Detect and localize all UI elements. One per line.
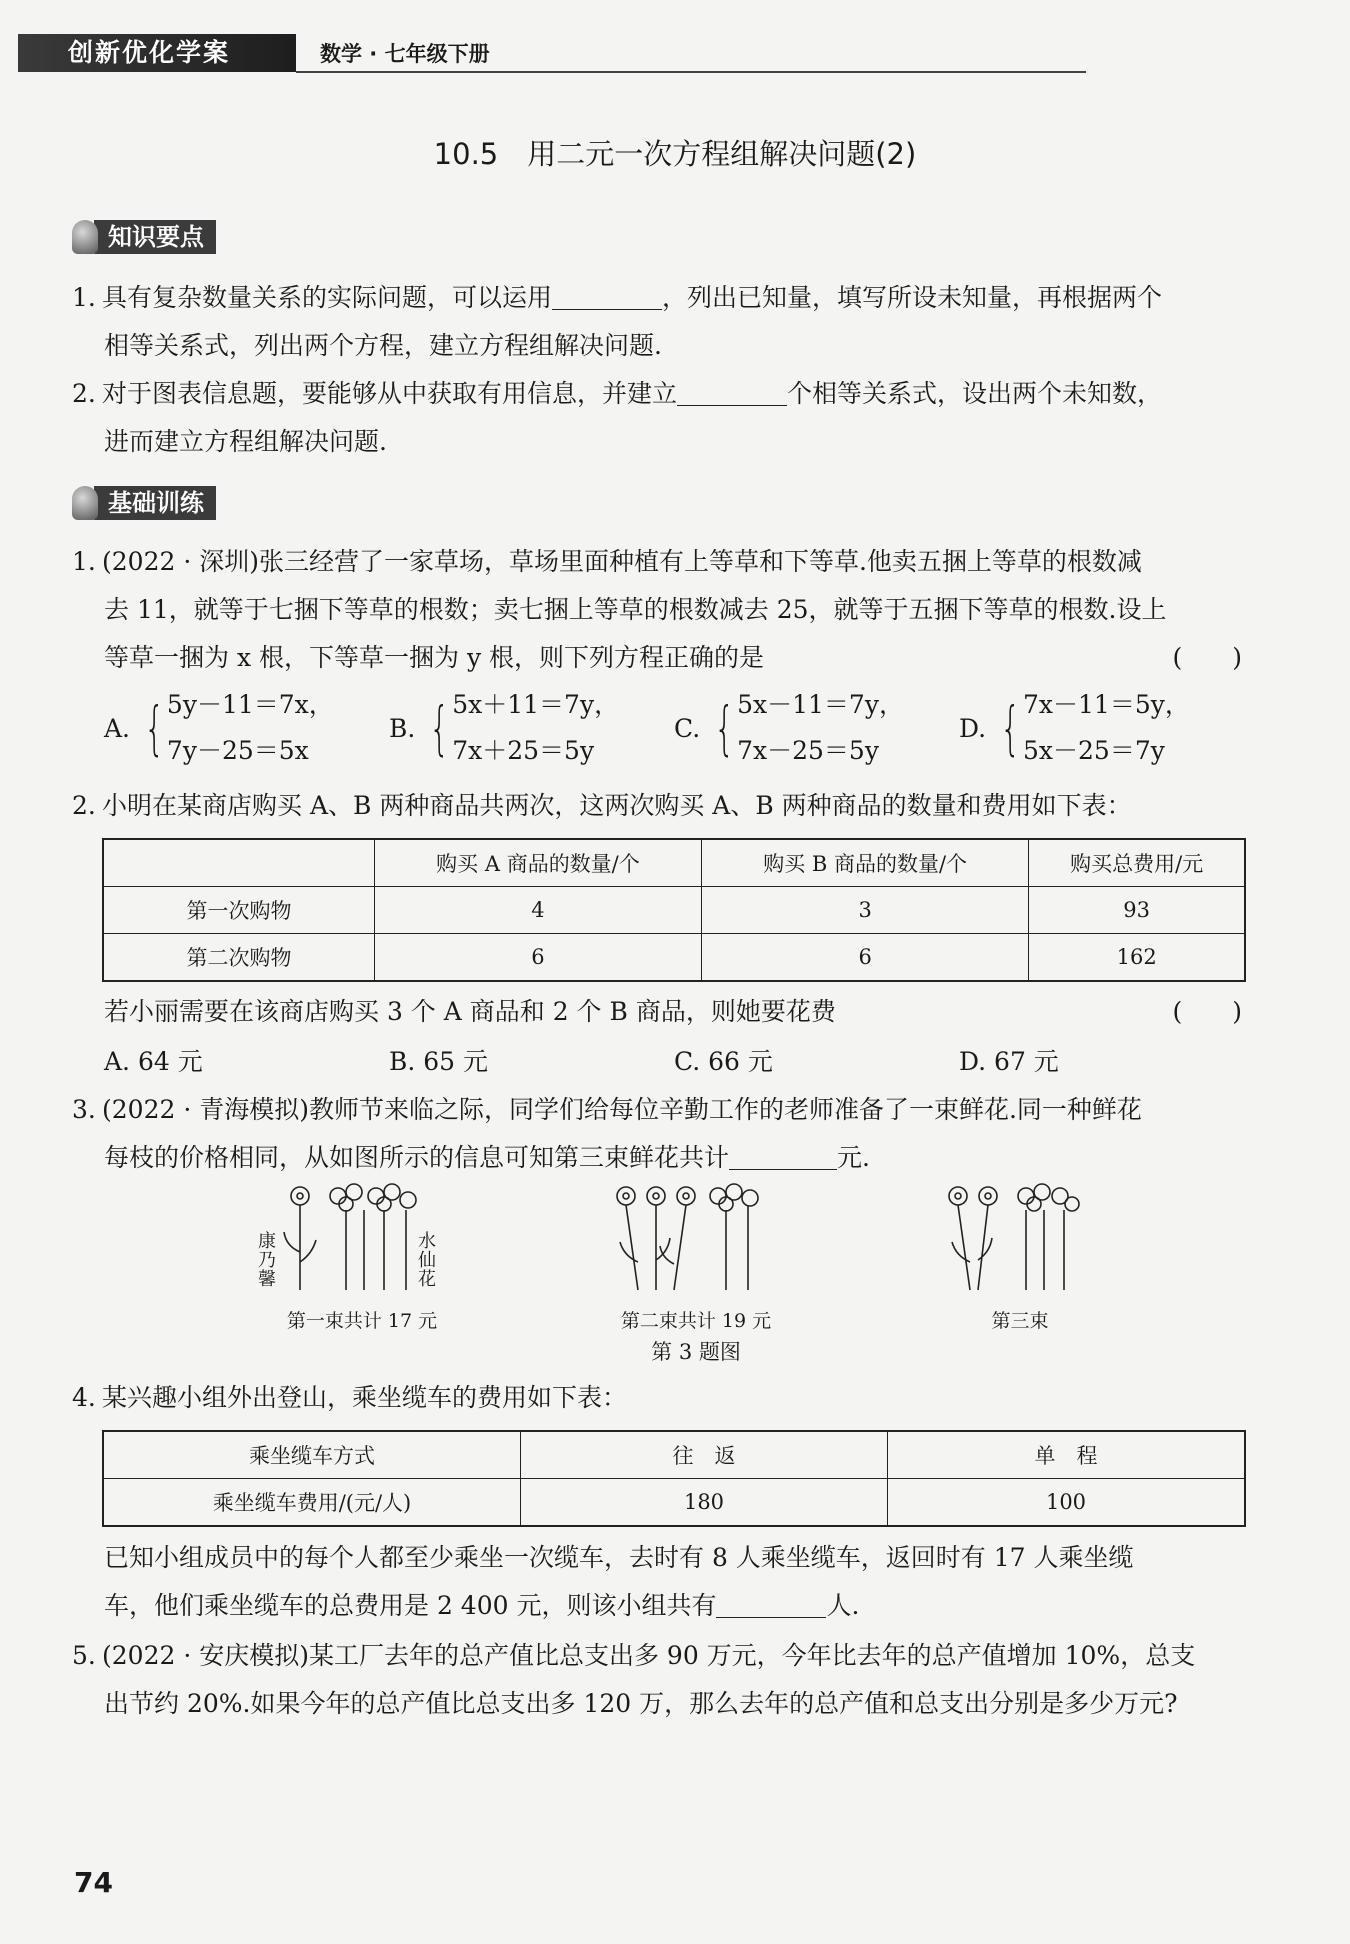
question-4-body: 已知小组成员中的每个人都至少乘坐一次缆车，去时有 8 人乘坐缆车，返回时有 17 人乘坐缆 车，他们乘坐缆车的总费用是 2 400 元，则该小组共有 人. bbox=[104, 1543, 1134, 1620]
question-2-prompt: 若小丽需要在该商店购买 3 个 A 商品和 2 个 B 商品，则她要花费 ( ) bbox=[72, 988, 1242, 1036]
option-c[interactable]: C. 66 元 bbox=[674, 1047, 773, 1076]
header-rule bbox=[296, 71, 1086, 73]
option-a[interactable]: A. { 5y－11＝7x， 7y－25＝5x bbox=[104, 690, 334, 765]
page-header bbox=[18, 34, 1318, 72]
table-header-row: 购买 A 商品的数量/个 购买 B 商品的数量/个 购买总费用/元 bbox=[103, 839, 1245, 887]
bouquet-1-illustration bbox=[280, 1182, 430, 1292]
narcissus-label: 水仙花 bbox=[418, 1231, 436, 1290]
table-row: 第一次购物 4 3 93 bbox=[103, 887, 1245, 934]
option-c[interactable]: C. { 5x－11＝7y， 7x－25＝5y bbox=[674, 690, 904, 765]
lightbulb-icon bbox=[72, 220, 98, 254]
question-1: 1. (2022 · 深圳)张三经营了一家草场，草场里面种植有上等草和下等草.他卖五捆上等草的根数减 去 11，就等于七捆下等草的根数；卖七捆上等草的根数减去 25，就等于五捆下等草的根数.设上 等草一捆为 x 根，下等草一捆为 y 根，则下列方程正确的是 ( ) bbox=[72, 538, 1242, 682]
question-4: 4. 某兴趣小组外出登山，乘坐缆车的费用如下表： bbox=[72, 1383, 628, 1412]
knowledge-item-1: 1. 具有复杂数量关系的实际问题，可以运用 ，列出已知量，填写所设未知量，再根据两个 相等关系式，列出两个方程，建立方程组解决问题. bbox=[72, 283, 1163, 360]
question-1-options bbox=[104, 682, 1244, 774]
table-row: 乘坐缆车费用/(元/人) 180 100 bbox=[103, 1479, 1245, 1527]
table-row: 第二次购物 6 6 162 bbox=[103, 934, 1245, 982]
question-5: 5. (2022 · 安庆模拟)某工厂去年的总产值比总支出多 90 万元，今年比去年的总产值增加 10%，总支 出节约 20%.如果今年的总产值比总支出多 120 万，那么去年的总产值和总支出分别是多少万元? bbox=[72, 1641, 1196, 1718]
answer-blank[interactable] bbox=[729, 1143, 837, 1170]
figure-caption: 第 3 题图 bbox=[651, 1340, 741, 1364]
table-header-row: 乘坐缆车方式 往 返 单 程 bbox=[103, 1431, 1245, 1479]
cable-car-table bbox=[102, 1430, 1246, 1527]
option-d[interactable]: D. 67 元 bbox=[959, 1047, 1059, 1076]
bouquet-2-illustration bbox=[608, 1182, 768, 1292]
answer-paren[interactable]: ( ) bbox=[1172, 643, 1242, 672]
section-title: 10.5 用二元一次方程组解决问题(2) bbox=[433, 137, 917, 171]
brand-banner: 创新优化学案 bbox=[18, 34, 296, 72]
option-d[interactable]: D. { 7x－11＝5y， 5x－25＝7y bbox=[959, 690, 1190, 765]
question-2: 2. 小明在某商店购买 A、B 两种商品共两次，这两次购买 A、B 两种商品的数量和费用如下表： bbox=[72, 791, 1132, 820]
purchase-table bbox=[102, 838, 1246, 982]
knowledge-item-2: 2. 对于图表信息题，要能够从中获取有用信息，并建立 个相等关系式，设出两个未知数， 进而建立方程组解决问题. bbox=[72, 379, 1163, 456]
knowledge-heading bbox=[72, 218, 216, 256]
knowledge-label: 知识要点 bbox=[94, 220, 216, 254]
answer-paren[interactable]: ( ) bbox=[1172, 997, 1242, 1026]
bouquet-3-illustration bbox=[940, 1182, 1090, 1292]
carnation-label: 康乃馨 bbox=[258, 1231, 276, 1290]
page-number: 74 bbox=[74, 1866, 113, 1899]
answer-blank[interactable] bbox=[552, 283, 662, 310]
option-b[interactable]: B. { 5x＋11＝7y， 7x＋25＝5y bbox=[389, 690, 620, 765]
option-a[interactable]: A. 64 元 bbox=[104, 1047, 203, 1076]
answer-blank[interactable] bbox=[677, 379, 787, 406]
bouquet-2-caption: 第二束共计 19 元 bbox=[620, 1310, 772, 1332]
basic-heading bbox=[72, 484, 216, 522]
bouquet-1-caption: 第一束共计 17 元 bbox=[286, 1310, 438, 1332]
bouquet-3-caption: 第三束 bbox=[991, 1310, 1049, 1332]
question-3: 3. (2022 · 青海模拟)教师节来临之际，同学们给每位辛勤工作的老师准备了一束鲜花.同一种鲜花 每枝的价格相同，从如图所示的信息可知第三束鲜花共计 元. bbox=[72, 1095, 1142, 1172]
option-b[interactable]: B. 65 元 bbox=[389, 1047, 489, 1076]
question-2-options bbox=[104, 1044, 1244, 1080]
subject-label: 数学 · 七年级下册 bbox=[320, 42, 490, 66]
lightbulb-icon bbox=[72, 486, 98, 520]
answer-blank[interactable] bbox=[716, 1591, 826, 1618]
basic-label: 基础训练 bbox=[94, 486, 216, 520]
